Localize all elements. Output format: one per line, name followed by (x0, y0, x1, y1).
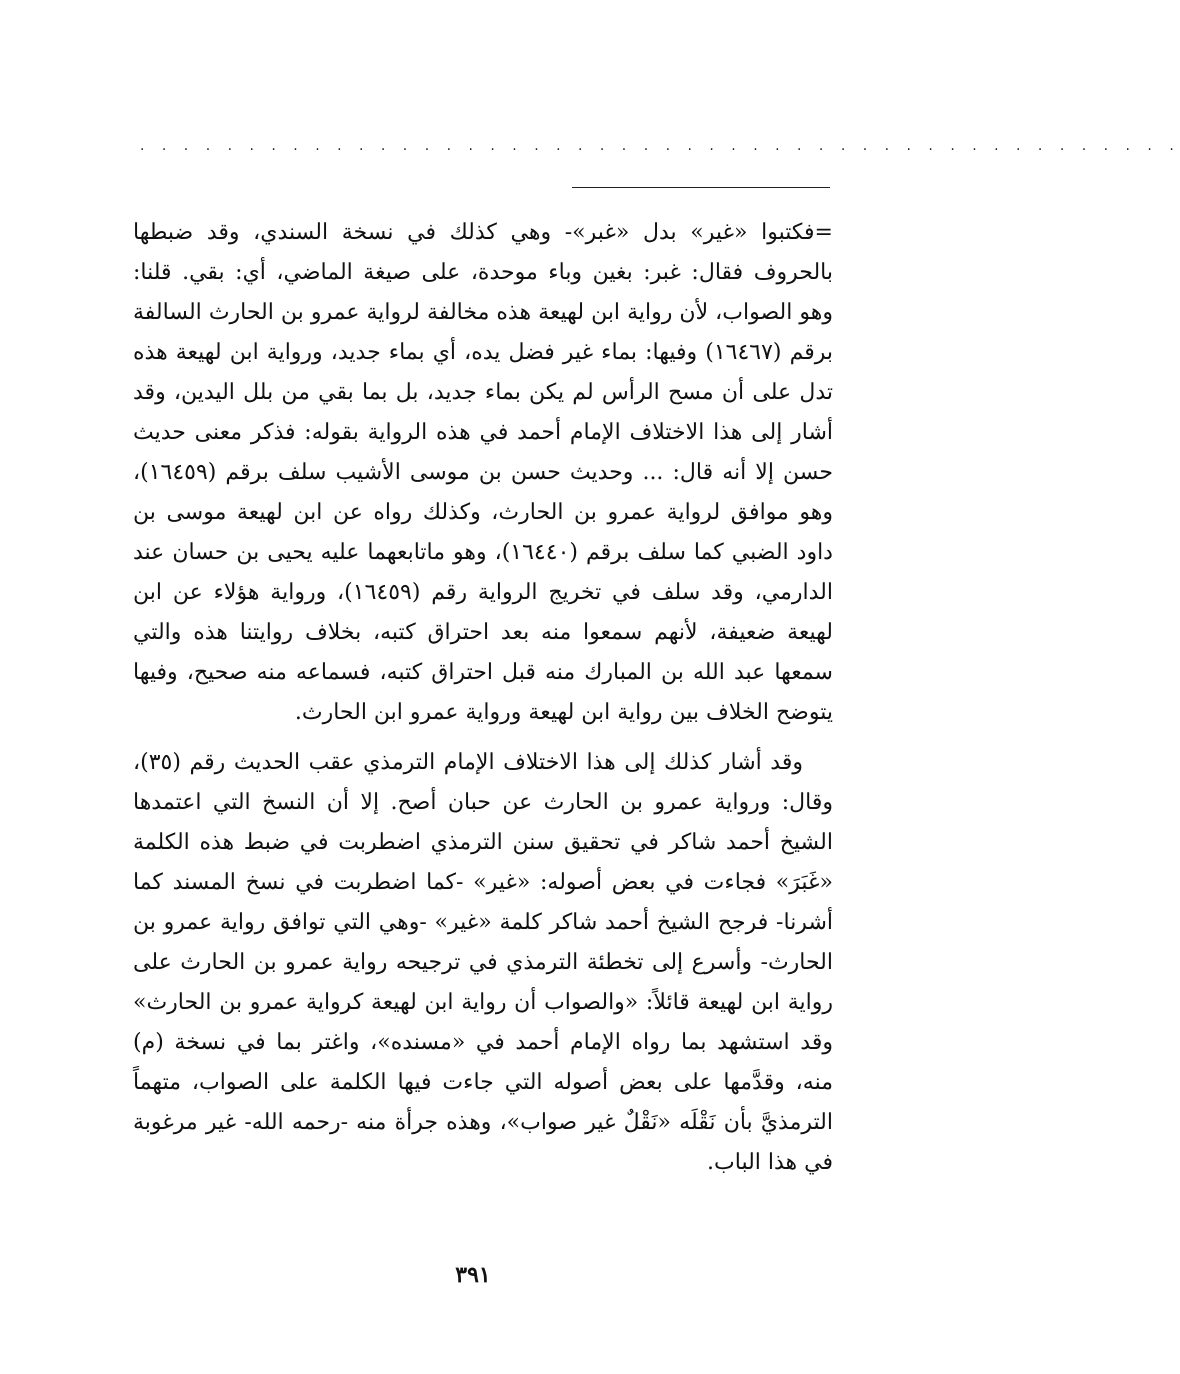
page-number: ٣٩١ (455, 1262, 491, 1288)
footnote-body (133, 213, 833, 1183)
dotted-separator: . . . . . . . . . . . . . . . . . . . . . . . . . . . . . . . . . . . . . . . . . . . . . . . . (140, 138, 1180, 154)
footnote-paragraph: وقد أشار كذلك إلى هذا الاختلاف الإمام الترمذي عقب الحديث رقم (٣٥)، وقال: ورواية عمرو بن الحارث عن حبان أصح. إلا أن النسخ التي اعتمدها الشيخ أحمد شاكر في تحقيق سنن الترمذي اضطربت في ضبط هذه الكلمة «غَبَرَ» فجاءت في بعض أصوله: «غير» -كما اضطربت في نسخ المسند كما أشرنا- فرجح الشيخ أحمد شاكر كلمة «غير» -وهي التي توافق رواية عمرو بن الحارث- وأسرع إلى تخطئة الترمذي في ترجيحه رواية عمرو بن الحارث على رواية ابن لهيعة قائلاً: «والصواب أن رواية ابن لهيعة كرواية عمرو بن الحارث» وقد استشهد بما رواه الإمام أحمد في «مسنده»، واغتر بما في نسخة (م) منه، وقدَّمها على بعض أصوله التي جاءت فيها الكلمة على الصواب، متهماً الترمذيَّ بأن نَقْلَه «نَقْلٌ غير صواب»، وهذه جرأة منه -رحمه الله- غير مرغوبة في هذا الباب. (133, 750, 833, 1175)
footnote-rule (572, 187, 830, 188)
footnote-paragraph: =فكتبوا «غير» بدل «غبر»- وهي كذلك في نسخة السندي، وقد ضبطها بالحروف فقال: غبر: بغين وباء موحدة، على صيغة الماضي، أي: بقي. قلنا: وهو الصواب، لأن رواية ابن لهيعة هذه مخالفة لرواية عمرو بن الحارث السالفة برقم (١٦٤٦٧) وفيها: بماء غير فضل يده، أي بماء جديد، ورواية ابن لهيعة هذه تدل على أن مسح الرأس لم يكن بماء جديد، بل بما بقي من بلل اليدين، وقد أشار إلى هذا الاختلاف الإمام أحمد في هذه الرواية بقوله: فذكر معنى حديث حسن إلا أنه قال: ... وحديث حسن بن موسى الأشيب سلف برقم (١٦٤٥٩)، وهو موافق لرواية عمرو بن الحارث، وكذلك رواه عن ابن لهيعة موسى بن داود الضبي كما سلف برقم (١٦٤٤٠)، وهو ماتابعهما عليه يحيى بن حسان عند الدارمي، وقد سلف في تخريج الرواية رقم (١٦٤٥٩)، ورواية هؤلاء عن ابن لهيعة ضعيفة، لأنهم سمعوا منه بعد احتراق كتبه، بخلاف روايتنا هذه والتي سمعها عبد الله بن المبارك منه قبل احتراق كتبه، فسماعه منه صحيح، وفيها يتوضح الخلاف بين رواية ابن لهيعة ورواية عمرو ابن الحارث. (133, 220, 833, 725)
